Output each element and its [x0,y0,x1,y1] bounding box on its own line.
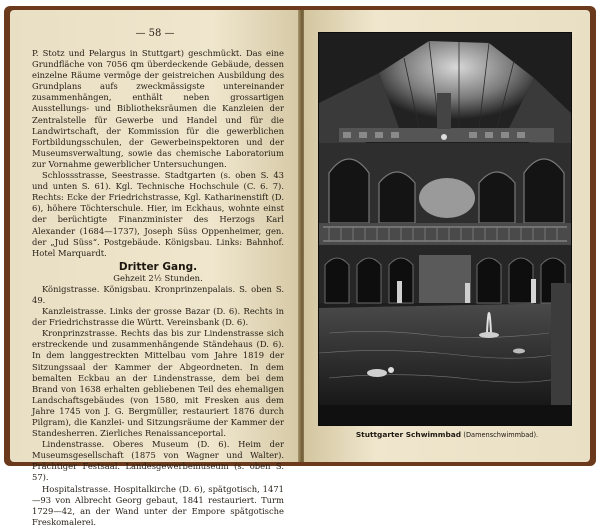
paragraph-2: Schlossstrasse, Seestrasse. Stadtgarten (s. oben S. 43 und unten S. 61). Kgl. Technische Hochschule (C. 6. 7). Rechts: Ecke der Friedrichstrasse, Kgl. Katharinenstift (D. 6), höhere Töchterschule. Hier, im Eckhaus, wohnte einst der berüchtigte Finanzminister des Herzogs Karl Alexander (1684—1737), Joseph Süss Oppenheimer, gen. der „Jud Süss“. Postgebäude. Königsbau. Links: Bahnhof. Hotel Marquardt. [32,170,284,258]
illustration-caption [304,430,590,439]
swimming-hall-illustration [318,32,572,426]
paragraph-1: P. Stotz und Pelargus in Stuttgart) geschmückt. Das eine Grundfläche von 7056 qm überdeckende Gebäude, dessen einzelne Räume vermöge der geistreichen Ausbildung des Grundplans aufs zweckmässigste untereinander zusammenhängen, enthält neben grossartigen Ausstellungs- und Bibliotheksräumen die Kanzleien der Zentralstelle für Gewerbe und Handel und für die Landwirtschaft, der Kommission für die gewerblichen Fortbildungsschulen, der Gewerbeinspektoren und der Museumsverwaltung, sowie das chemische Laboratorium zur Vornahme gewerblicher Untersuchungen. [32,48,284,169]
paragraph-4: Kanzleistrasse. Links der grosse Bazar (D. 6). Rechts in der Friedrichstrasse die Württ. Vereinsbank (D. 6). [32,306,284,328]
illustration-drawing [319,33,571,425]
paragraph-5: Kronprinzstrasse. Rechts das bis zur Lindenstrasse sich erstreckende und zusammenhängende Ständehaus (D. 6). In dem langgestreckten Mittelbau vom Jahre 1819 der Sitzungssaal der Kammer der Abgeordneten. In dem bemalten Eckbau an der Lindenstrasse, dem bei dem Brand von 1638 erhalten gebliebenen Teil des ehemaligen Landschaftsgebäudes (von 1580, mit Fresken aus dem Jahre 1745 von J. G. Bergmüller, restauriert 1876 durch Pilgram), die Kanzlei- und Sitzungsräume der Kammer der Standesherren. Zierliches Renaissanceportal. [32,328,284,439]
caption-note: (Damenschwimmbad). [463,431,539,439]
paragraph-6: Lindenstrasse. Oberes Museum (D. 6). Heim der Museumsgesellschaft (1875 von Wagner und Walter). Prächtiger Festsaal. Landesgewerbemuseum (s. oben S. 57). [32,439,284,483]
page-number: — 58 — [135,28,175,39]
guide-text [32,48,284,528]
paragraph-3: Königstrasse. Königsbau. Kronprinzenpalais. S. oben S. 49. [32,283,284,305]
section-subheading: Gehzeit 2½ Stunden. [113,272,203,283]
right-page [304,10,590,462]
book-spread [4,6,596,527]
caption-title: Stuttgarter Schwimmbad [355,430,462,439]
section-heading: Dritter Gang. [118,260,198,273]
left-page [10,10,300,527]
paragraph-7: Hospitalstrasse. Hospitalkirche (D. 6), spätgotisch, 1471—93 von Albrecht Georg gebaut, 1841 restauriert. Turm 1729—42, an der Wand unter der Empore spätgotische Freskomalerei. [32,483,284,527]
